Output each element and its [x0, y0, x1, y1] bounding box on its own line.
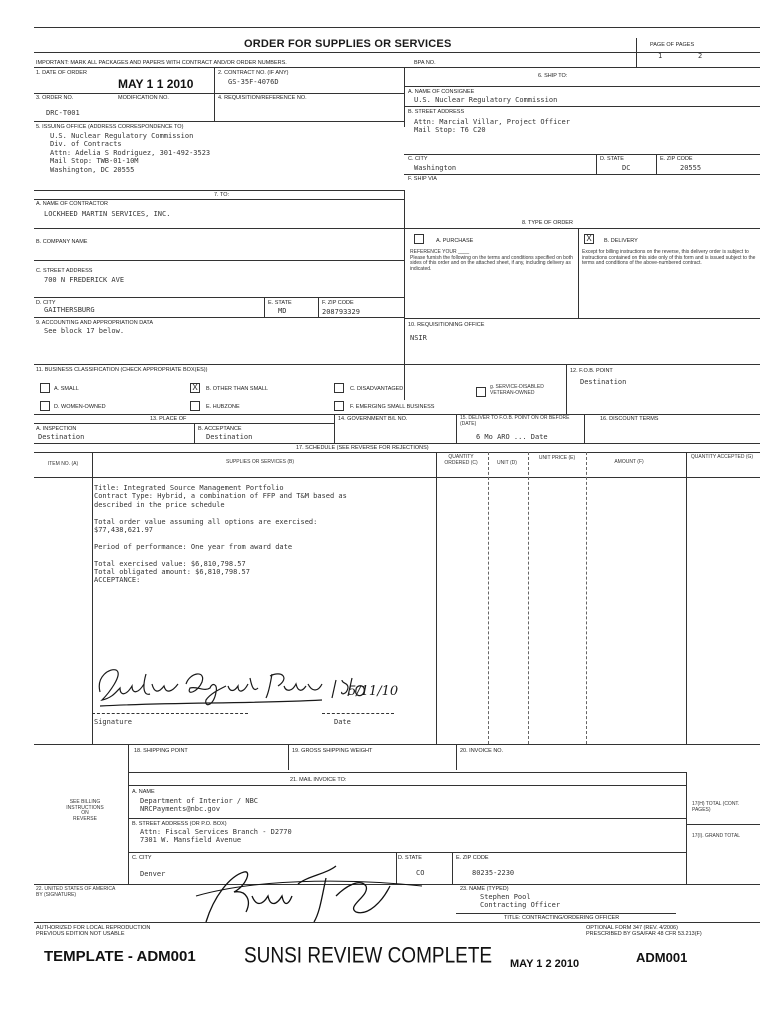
col-qty-ordered: QUANTITY ORDERED (C): [444, 454, 478, 466]
emerging-small-checkbox[interactable]: [334, 401, 344, 411]
acceptance-label: B. ACCEPTANCE: [198, 426, 242, 432]
date-of-order-label: 1. DATE OF ORDER: [36, 70, 87, 76]
other-than-small-checkbox[interactable]: [190, 383, 200, 393]
mail-street-label: B. STREET ADDRESS (OR P.O. BOX): [132, 821, 227, 827]
women-owned-checkbox[interactable]: [40, 401, 50, 411]
template-stamp: TEMPLATE - ADM001: [44, 948, 196, 965]
women-owned-label: D. WOMEN-OWNED: [54, 404, 106, 410]
other-than-small-mark: X: [192, 383, 198, 392]
col-qty-accepted: QUANTITY ACCEPTED (G): [690, 454, 754, 460]
date-label: Date: [334, 718, 351, 726]
delivery-text: Except for billing instructions on the reverse, this delivery order is subject to instructions contained on this side only of this form and is issued subject to the terms and conditions of the above-numbered contract.: [582, 249, 757, 267]
fob-point-label: 12. F.O.B. POINT: [570, 368, 613, 374]
purchase-label: A. PURCHASE: [436, 238, 474, 244]
ship-street-value: Attn: Marcial Villar, Project Officer Mail Stop: T6 C20: [414, 118, 570, 135]
requisitioning-office-label: 10. REQUISITIONING OFFICE: [408, 322, 485, 328]
business-classification-label: 11. BUSINESS CLASSIFICATION (CHECK APPROPRIATE BOX(ES)): [36, 367, 208, 373]
col-amount: AMOUNT (F): [614, 459, 644, 465]
mail-invoice-label: 21. MAIL INVOICE TO:: [290, 777, 347, 783]
footer-prescribed: PRESCRIBED BY GSA/FAR 48 CFR 53.213(F): [586, 931, 702, 937]
footer-previous-edition: PREVIOUS EDITION NOT USABLE: [36, 931, 125, 937]
order-no-value: DRC-T001: [46, 109, 80, 117]
signature-date: 5/11/10: [348, 684, 399, 699]
contractor-city-value: GAITHERSBURG: [44, 306, 95, 314]
deliver-fob-label: 15. DELIVER TO F.O.B. POINT ON OR BEFORE (DATE): [460, 415, 570, 427]
discount-terms-label: 16. DISCOUNT TERMS: [600, 416, 659, 422]
contractor-zip-value: 208793329: [322, 308, 360, 316]
delivery-checkbox[interactable]: [584, 234, 594, 244]
usa-signature-label: 22. UNITED STATES OF AMERICA BY (SIGNATURE): [36, 886, 116, 898]
delivery-label: B. DELIVERY: [604, 238, 638, 244]
modification-no-label: MODIFICATION NO.: [118, 95, 169, 101]
col-supplies: SUPPLIES OR SERVICES (B): [226, 459, 294, 465]
contractor-state-value: MD: [278, 307, 287, 315]
name-typed-label: 23. NAME (TYPED): [460, 886, 509, 892]
street-address-label: B. STREET ADDRESS: [408, 109, 465, 115]
hubzone-label: E. HUBZONE: [206, 404, 240, 410]
type-of-order-label: 8. TYPE OF ORDER: [522, 220, 573, 226]
emerging-small-label: F. EMERGING SMALL BUSINESS: [350, 404, 435, 410]
signature-label: Signature: [94, 718, 132, 726]
issuing-office-value: U.S. Nuclear Regulatory Commission Div. of Contracts Attn: Adelia S Rodriguez, 301-492-3523 Mail Stop: TWB-01-10M Washington, DC 20555: [50, 132, 211, 174]
adm-stamp: ADM001: [636, 950, 688, 965]
fob-point-value: Destination: [580, 378, 627, 386]
schedule-label: 17. SCHEDULE (SEE REVERSE FOR REJECTIONS): [296, 445, 429, 451]
contracting-officer-signature: [186, 856, 426, 936]
gross-weight-label: 19. GROSS SHIPPING WEIGHT: [292, 748, 373, 754]
mail-name-value: Department of Interior / NBC NRCPayments@nbc.gov: [140, 797, 259, 814]
disadvantaged-checkbox[interactable]: [334, 383, 344, 393]
accounting-label: 9. ACCOUNTING AND APPROPRIATION DATA: [36, 320, 154, 326]
small-label: A. SMALL: [54, 386, 79, 392]
mail-city-label: C. CITY: [132, 855, 152, 861]
contractor-name-label: A. NAME OF CONTRACTOR: [36, 201, 109, 207]
col-unit: UNIT (D): [497, 460, 517, 466]
contractor-street-value: 700 N FREDERICK AVE: [44, 276, 125, 284]
mail-name-label: A. NAME: [132, 789, 155, 795]
page-of-pages-label: PAGE OF PAGES: [650, 42, 695, 48]
officer-title-label: TITLE: CONTRACTING/ORDERING OFFICER: [504, 915, 620, 921]
other-than-small-label: B. OTHER THAN SMALL: [206, 386, 268, 392]
deliver-fob-value: 6 Mo ARO ... Date: [476, 433, 548, 441]
page-total: 2: [698, 52, 703, 60]
mail-state-label: D. STATE: [398, 855, 422, 861]
mail-street-value: Attn: Fiscal Services Branch - D2770 7301 W. Mansfield Avenue: [140, 828, 292, 845]
mail-city-value: Denver: [140, 870, 166, 878]
col-unit-price: UNIT PRICE (E): [538, 455, 576, 461]
name-typed-value: Stephen Pool Contracting Officer: [480, 893, 561, 910]
ship-to-label: 6. SHIP TO:: [538, 73, 568, 79]
small-checkbox[interactable]: [40, 383, 50, 393]
contractor-name-value: LOCKHEED MARTIN SERVICES, INC.: [44, 210, 171, 218]
ship-state-label: D. STATE: [600, 156, 624, 162]
date-of-order-value: MAY 1 1 2010: [118, 77, 194, 91]
footer-reproduction: AUTHORIZED FOR LOCAL REPRODUCTION: [36, 925, 151, 931]
requisition-label: 4. REQUISITION/REFERENCE NO.: [218, 95, 307, 101]
contractor-zip-label: F. ZIP CODE: [322, 300, 354, 306]
col-item-no: ITEM NO. (A): [47, 461, 79, 467]
gov-bl-label: 14. GOVERNMENT B/L NO.: [338, 416, 408, 422]
important-note: IMPORTANT: MARK ALL PACKAGES AND PAPERS WITH CONTRACT AND/OR ORDER NUMBERS.: [36, 60, 287, 66]
accounting-value: See block 17 below.: [44, 327, 125, 335]
acceptance-signature: [86, 662, 376, 714]
consignee-value: U.S. Nuclear Regulatory Commission: [414, 96, 558, 104]
acceptance-value: Destination: [206, 433, 253, 441]
schedule-description: Title: Integrated Source Management Portfolio Contract Type: Hybrid, a combination of FFP and T&M based as described in the price schedule Total order value assuming all options are exercised: $77,438,621.97 Period of performance: One year from award date Total exercised value: $6,810,798.57 Total obligated amount: $6,810,798.57 ACCEPTANCE:: [94, 484, 347, 585]
hubzone-checkbox[interactable]: [190, 401, 200, 411]
footer-form-number: OPTIONAL FORM 347 (REV. 4/2006): [586, 925, 678, 931]
contractor-state-label: E. STATE: [268, 300, 292, 306]
grand-total-label: 17(I). GRAND TOTAL: [692, 833, 741, 839]
bpa-label: BPA NO.: [414, 60, 436, 66]
to-label: 7. TO:: [214, 192, 230, 198]
ship-city-value: Washington: [414, 164, 457, 172]
delivery-check-mark: X: [586, 234, 592, 243]
street-label: C. STREET ADDRESS: [36, 268, 93, 274]
total-cont-pages: 17(H) TOTAL (CONT. PAGES): [692, 801, 740, 813]
invoice-no-label: 20. INVOICE NO.: [460, 748, 504, 754]
ship-zip-value: 20555: [680, 164, 702, 172]
ship-state-value: DC: [622, 164, 631, 172]
mail-zip-label: E. ZIP CODE: [456, 855, 489, 861]
requisitioning-office-value: NSIR: [410, 334, 427, 342]
sdvo-checkbox[interactable]: [476, 387, 486, 397]
order-no-label: 3. ORDER NO.: [36, 95, 74, 101]
mail-zip-value: 80235-2230: [472, 869, 515, 877]
see-billing-instructions: SEE BILLING INSTRUCTIONS ON REVERSE: [66, 799, 104, 822]
received-date-stamp: MAY 1 2 2010: [510, 958, 580, 970]
consignee-label: A. NAME OF CONSIGNEE: [408, 89, 475, 95]
sdvo-label: g. SERVICE-DISABLED VETERAN-OWNED: [490, 384, 544, 396]
sunsi-review-stamp: SUNSI REVIEW COMPLETE: [244, 944, 493, 969]
page-number: 1: [658, 52, 663, 60]
disadvantaged-label: C. DISADVANTAGED: [350, 386, 404, 392]
mail-state-value: CO: [416, 869, 425, 877]
company-name-label: B. COMPANY NAME: [36, 239, 88, 245]
inspection-label: A. INSPECTION: [36, 426, 77, 432]
shipping-point-label: 18. SHIPPING POINT: [134, 748, 188, 754]
contract-no-label: 2. CONTRACT NO. (IF ANY): [218, 70, 289, 76]
ship-zip-label: E. ZIP CODE: [660, 156, 693, 162]
purchase-checkbox[interactable]: [414, 234, 424, 244]
inspection-value: Destination: [38, 433, 85, 441]
ship-via-label: F. SHIP VIA: [408, 176, 437, 182]
place-of-label: 13. PLACE OF: [150, 416, 187, 422]
contractor-city-label: D. CITY: [36, 300, 56, 306]
issuing-office-label: 5. ISSUING OFFICE (ADDRESS CORRESPONDENCE TO): [36, 124, 184, 130]
ship-city-label: C. CITY: [408, 156, 428, 162]
purchase-text: REFERENCE YOUR ____ Please furnish the following on the terms and conditions specified on both sides of this order and on the attached sheet, if any, including delivery as indicated.: [410, 249, 573, 272]
contract-no-value: GS-35F-4076D: [228, 78, 279, 86]
form-title: ORDER FOR SUPPLIES OR SERVICES: [244, 38, 452, 50]
